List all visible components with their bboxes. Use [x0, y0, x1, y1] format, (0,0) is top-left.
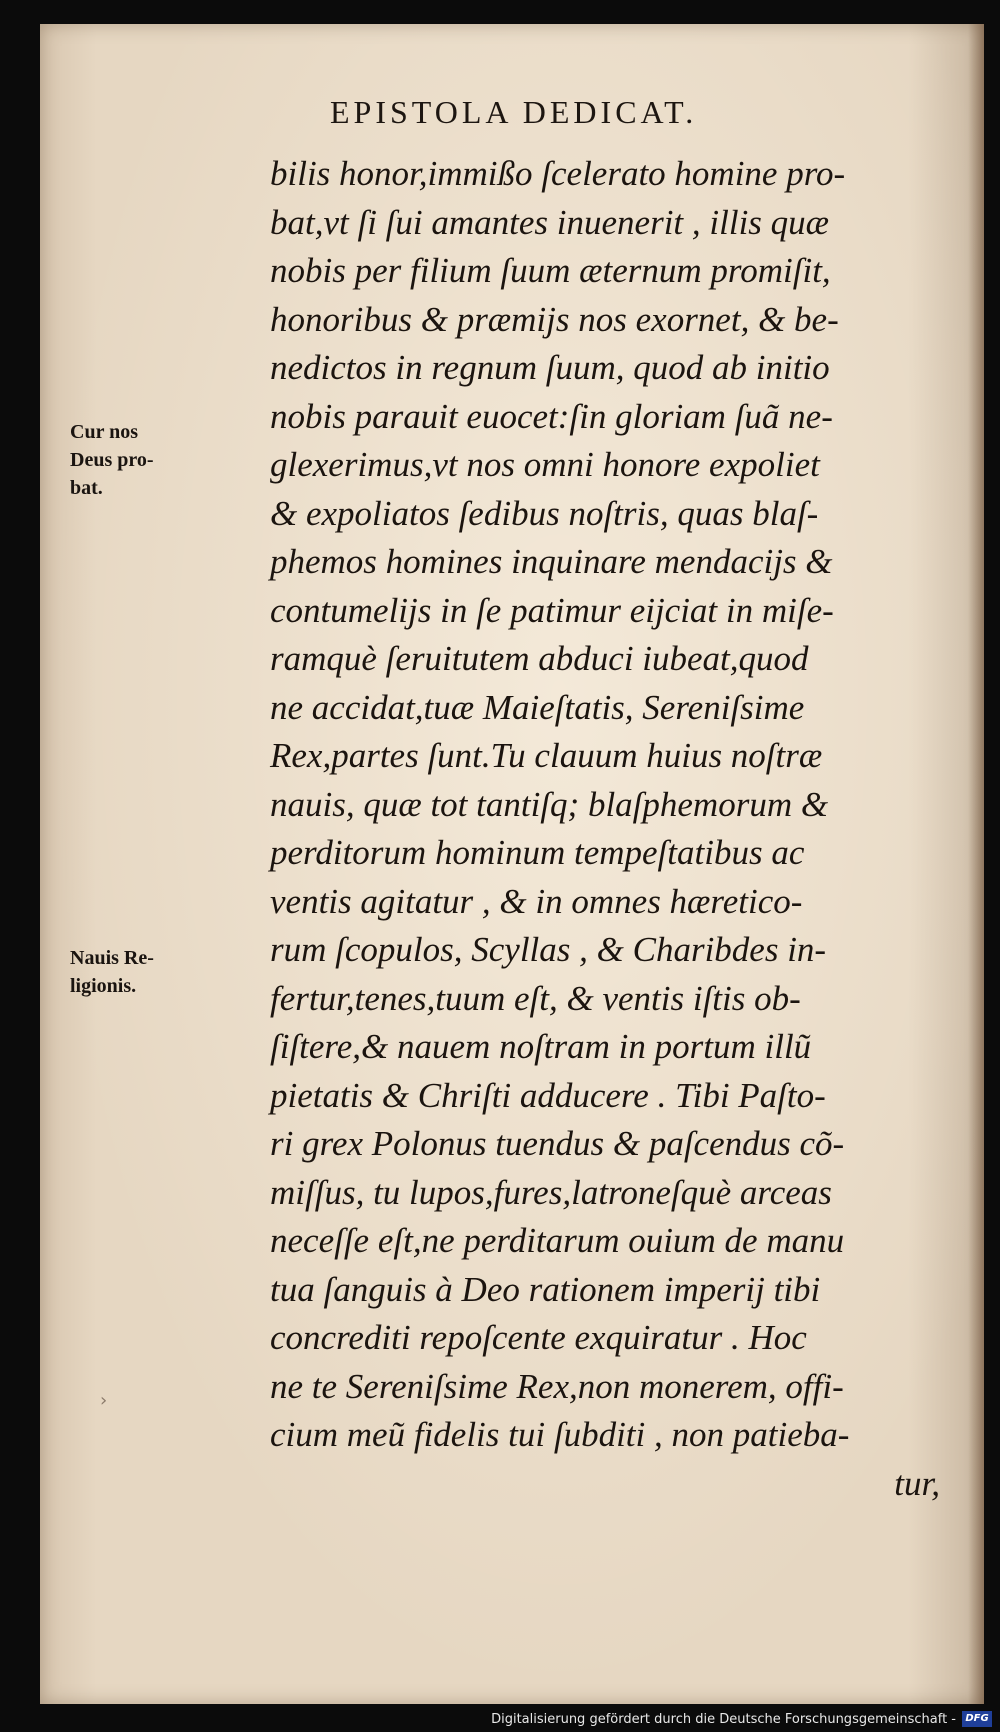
text-line: fertur,tenes,tuum eſt, & ventis iſtis ob- [270, 978, 801, 1018]
text-line: rum ſcopulos, Scyllas , & Charibdes in- [270, 930, 827, 969]
text-line: concrediti repoſcente exquiratur . Hoc [270, 1318, 807, 1357]
text-line: ri grex Polonus tuendus & paſcendus cõ- [270, 1124, 845, 1163]
page-edge-shadow [968, 24, 984, 1704]
text-line: nauis, quæ tot tantiſq; blaſphemorum & [270, 784, 829, 824]
marginal-note-line: Deus pro- [70, 449, 154, 471]
marginal-note-2 [70, 944, 270, 1000]
stray-ink-mark: › [100, 1390, 108, 1411]
text-line: Rex,partes ſunt.Tu clauum huius noſtræ [270, 736, 823, 775]
text-line: honoribus & præmijs nos exornet, & be- [270, 299, 839, 339]
text-line: ramquè ſeruitutem abduci iubeat,quod [270, 639, 809, 678]
text-line: ſiſtere,& nauem noſtram in portum illũ [270, 1027, 812, 1066]
text-line: & expoliatos ſedibus noſtris, quas blaſ- [270, 493, 819, 533]
text-line: nobis parauit euocet:ſin gloriam ſuã ne- [270, 396, 833, 436]
running-head: EPISTOLA DEDICAT. [330, 94, 698, 130]
digitization-credit: Digitalisierung gefördert durch die Deutsche Forschungsgemeinschaft - [491, 1712, 956, 1727]
marginal-note-line: Cur nos [70, 421, 138, 443]
text-line: contumelijs in ſe patimur eijciat in miſe- [270, 590, 834, 630]
body-text [270, 150, 950, 1508]
text-line: ne te Sereniſsime Rex,non monerem, offi- [270, 1366, 844, 1406]
marginal-note-line: ligionis. [70, 975, 137, 997]
marginal-note-line: Nauis Re- [70, 947, 154, 969]
text-line: bat,vt ſi ſui amantes inuenerit , illis quæ [270, 202, 830, 242]
catchword: tur, [894, 1463, 940, 1503]
text-line: nobis per filium ſuum æternum promiſit, [270, 251, 831, 290]
text-line: ne accidat,tuæ Maieſtatis, Sereniſsime [270, 687, 805, 727]
marginal-note-line: bat. [70, 477, 103, 499]
text-line: glexerimus,vt nos omni honore expoliet [270, 445, 820, 484]
marginal-note-1 [70, 418, 270, 502]
text-line: miſſus, tu lupos,fures,latroneſquè arceas [270, 1172, 832, 1212]
dfg-logo: DFG [962, 1711, 992, 1727]
text-line: phemos homines inquinare mendacijs & [270, 542, 833, 581]
text-line: pietatis & Chriſti adducere . Tibi Paſto- [270, 1075, 826, 1115]
text-line: tua ſanguis à Deo rationem imperij tibi [270, 1269, 821, 1309]
text-line: ventis agitatur , & in omnes hæretico- [270, 881, 803, 921]
text-line: bilis honor,immißo ſcelerato homine pro- [270, 154, 846, 193]
text-line: nedictos in regnum ſuum, quod ab initio [270, 348, 830, 387]
text-line: perditorum hominum tempeſtatibus ac [270, 833, 805, 872]
text-line: neceſſe eſt,ne perditarum ouium de manu [270, 1221, 845, 1260]
text-line: cium meũ fidelis tui ſubditi , non patieba- [270, 1415, 850, 1454]
